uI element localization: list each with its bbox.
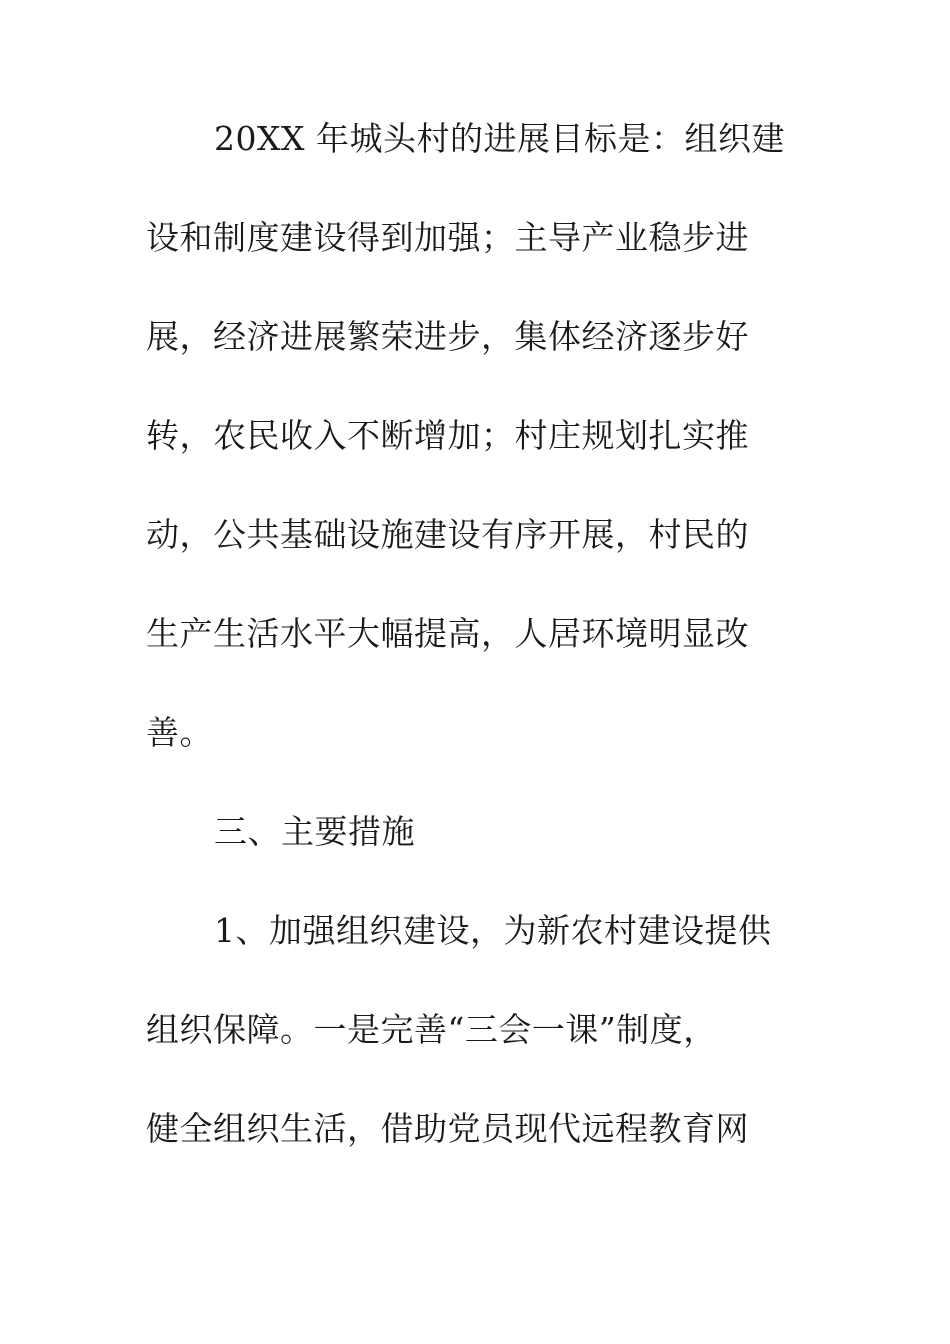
paragraph-line: 善。 (146, 713, 213, 752)
paragraph-line: 转，农民收入不断增加；村庄规划扎实推 (146, 416, 749, 455)
paragraph-line: 设和制度建设得到加强；主导产业稳步进 (146, 218, 749, 257)
paragraph-line: 动，公共基础设施建设有序开展，村民的 (146, 515, 749, 554)
paragraph-line: 生产生活水平大幅提高，人居环境明显改 (146, 614, 749, 653)
paragraph-line: 展，经济进展繁荣进步，集体经济逐步好 (146, 317, 749, 356)
section-heading: 三、主要措施 (214, 812, 415, 851)
paragraph-line: 1、加强组织建设，为新农村建设提供 (214, 911, 772, 950)
paragraph-line: 组织保障。一是完善“三会一课”制度， (146, 1010, 717, 1049)
document-body (146, 119, 806, 1211)
paragraph-line: 20XX 年城头村的进展目标是：组织建 (214, 119, 785, 158)
paragraph-line: 健全组织生活，借助党员现代远程教育网 (146, 1109, 749, 1148)
